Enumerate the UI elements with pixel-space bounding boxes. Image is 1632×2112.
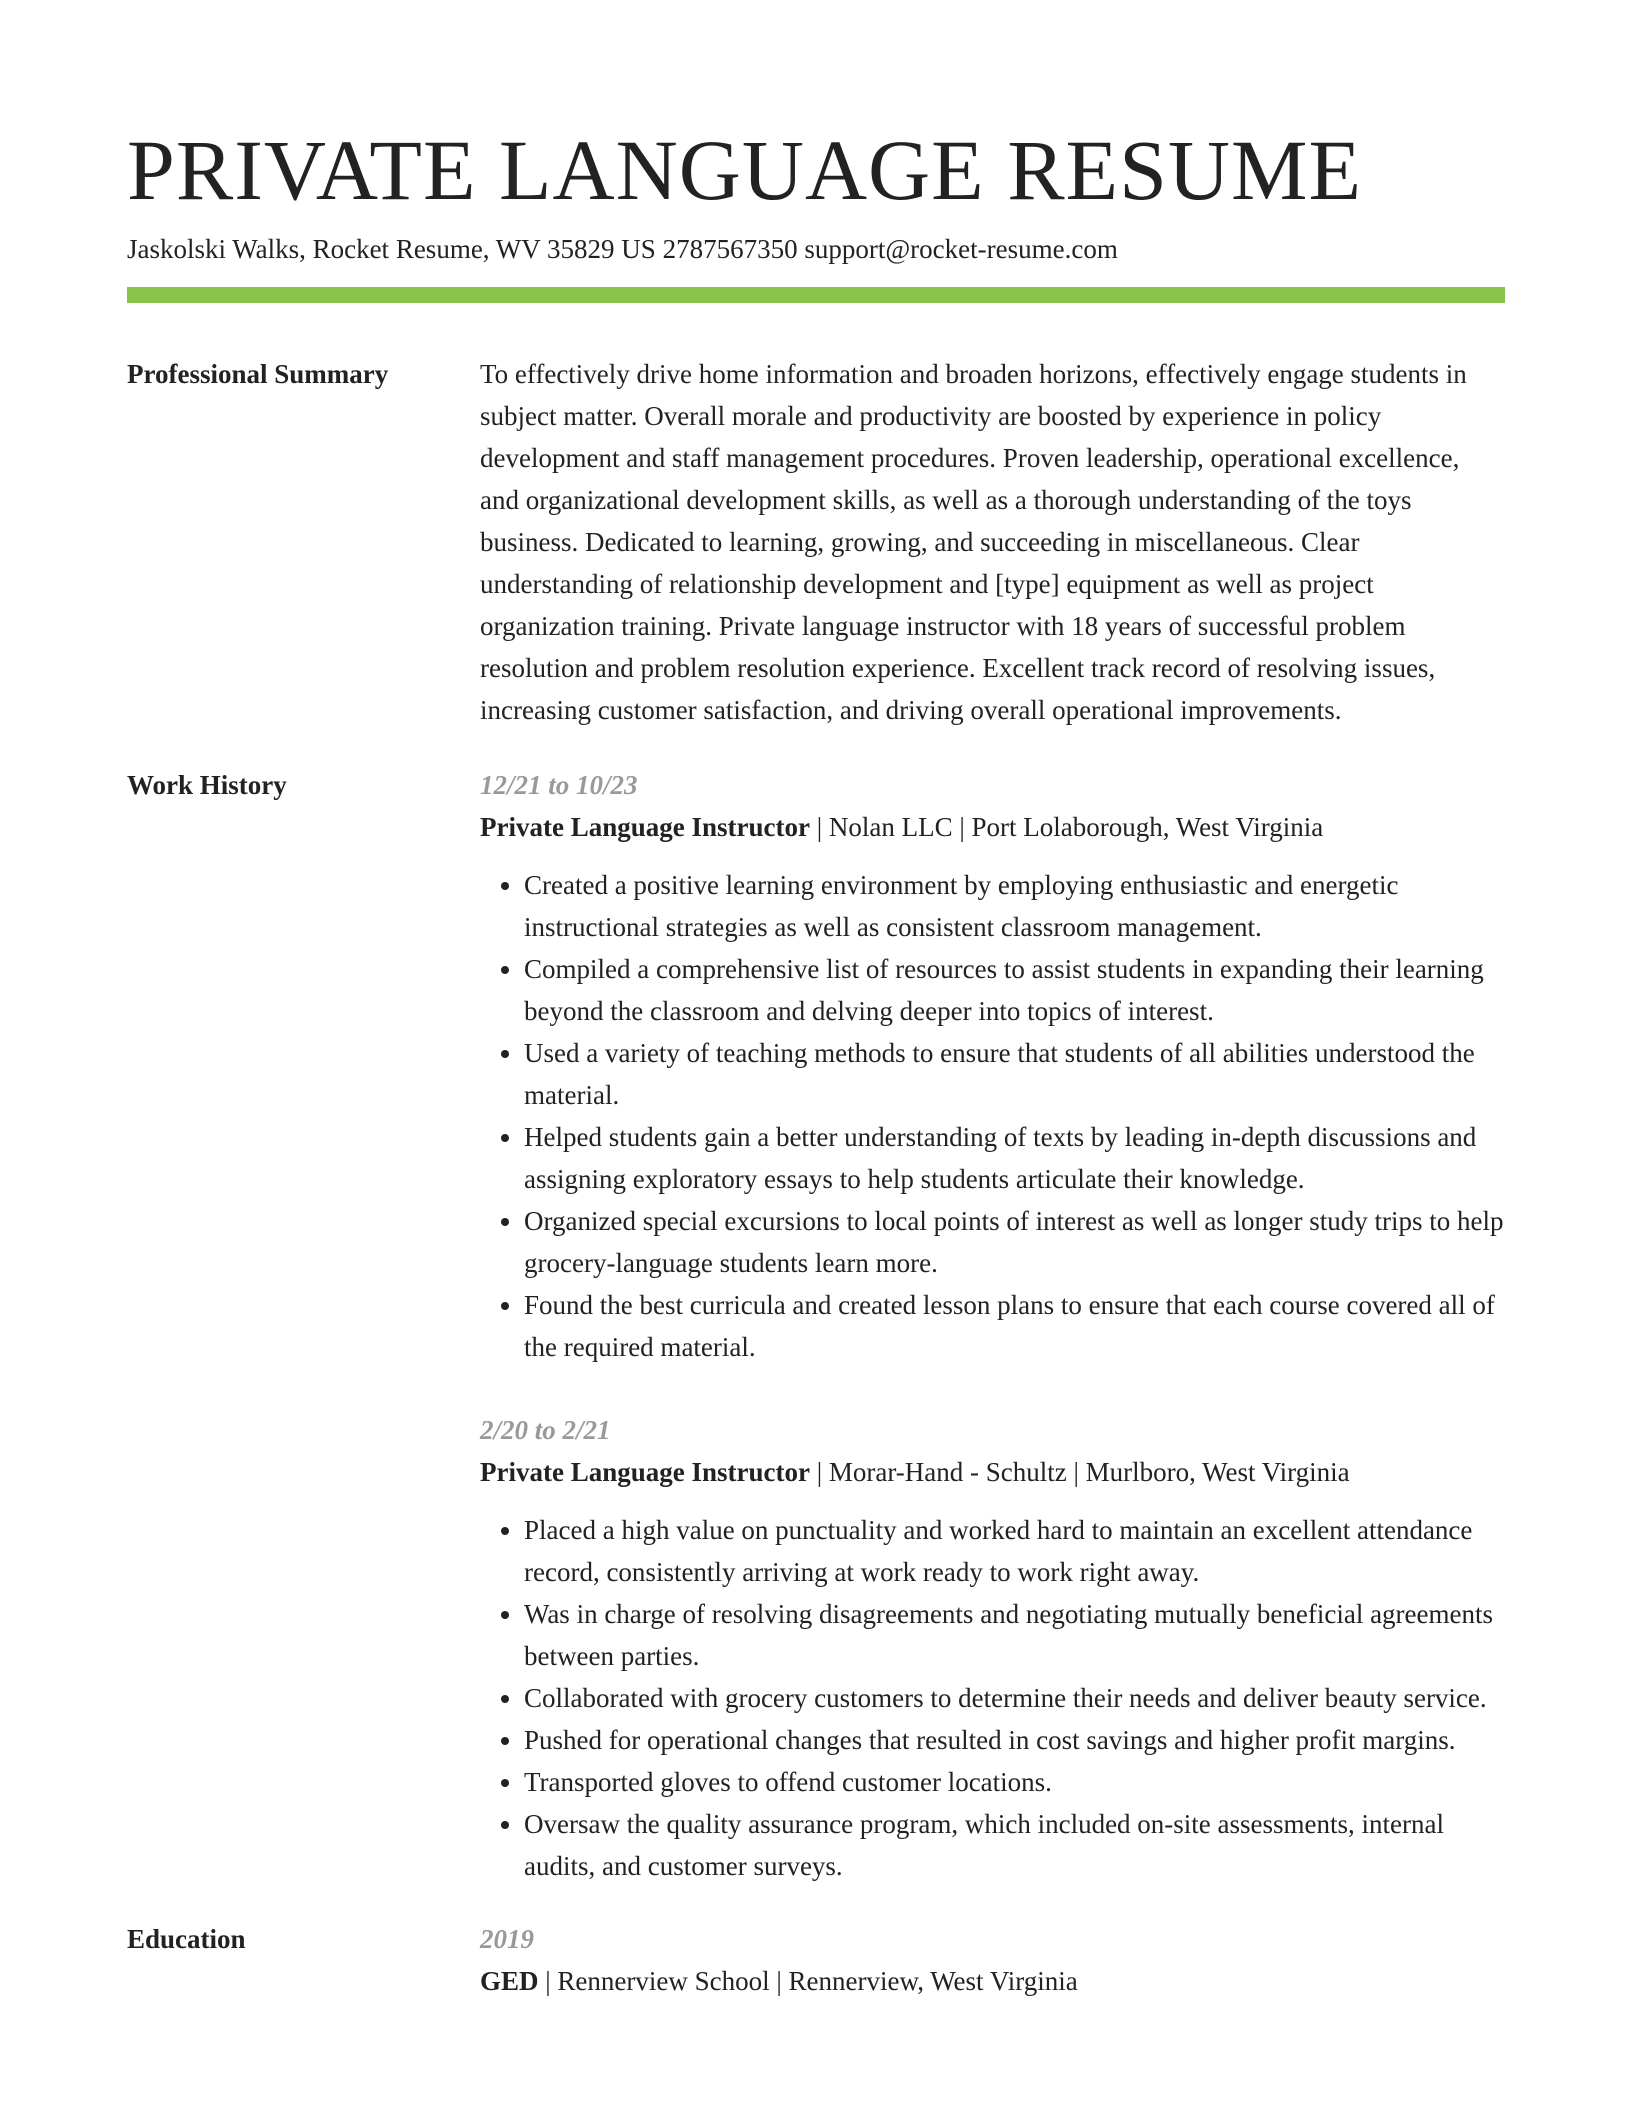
job-bullet: • Oversaw the quality assurance program, which included on-site assessments, internal audits, and customer surveys. (524, 1803, 1505, 1887)
education-year: 2019 (480, 1924, 534, 1954)
job-bullet: • Organized special excursions to local points of interest as well as longer study trips to help grocery-language students learn more. (524, 1200, 1505, 1284)
job-bullet: • Used a variety of teaching methods to ensure that students of all abilities understood the material. (524, 1032, 1505, 1116)
job-title: Private Language Instructor (480, 1457, 810, 1487)
job-dates: 12/21 to 10/23 (480, 770, 638, 800)
accent-divider (127, 287, 1505, 303)
job-bullet: • Transported gloves to offend customer locations. (524, 1761, 1505, 1803)
education-line (480, 1960, 1505, 2002)
education-section (127, 1918, 1505, 2002)
job-bullet: • Found the best curricula and created lesson plans to ensure that each course covered all of the required material. (524, 1284, 1505, 1368)
education-body (480, 1918, 1505, 2002)
job-title: Private Language Instructor (480, 812, 810, 842)
work-history-body (480, 764, 1505, 1887)
work-history-section (127, 764, 1505, 1887)
job-role-line (480, 1451, 1505, 1493)
job-bullet: • Created a positive learning environment by employing enthusiastic and energetic instructional strategies as well as consistent classroom management. (524, 864, 1505, 948)
section-label-education: Education (127, 1924, 246, 1954)
job-bullet: • Helped students gain a better understanding of texts by leading in-depth discussions and assigning exploratory essays to help students articulate their knowledge. (524, 1116, 1505, 1200)
section-label-work-history: Work History (127, 770, 287, 800)
job-role-line (480, 806, 1505, 848)
education-degree: GED (480, 1966, 539, 1996)
summary-text: To effectively drive home information and broaden horizons, effectively engage students in subject matter. Overall morale and productivity are boosted by experience in policy development and staff management procedures. Proven leadership, operational excellence, and organizational development skills, as well as a thorough understanding of the toys business. Dedicated to learning, growing, and succeeding in miscellaneous. Clear understanding of relationship development and [type] equipment as well as project organization training. Private language instructor with 18 years of successful problem resolution and problem resolution experience. Excellent track record of resolving issues, increasing customer satisfaction, and driving overall operational improvements. (480, 359, 1467, 725)
job-bullet: • Compiled a comprehensive list of resources to assist students in expanding their learning beyond the classroom and delving deeper into topics of interest. (524, 948, 1505, 1032)
job-dates: 2/20 to 2/21 (480, 1415, 611, 1445)
resume-title: PRIVATE LANGUAGE RESUME (127, 122, 1363, 218)
job-entry (480, 1409, 1505, 1887)
job-bullets (480, 864, 1505, 1368)
professional-summary-section (127, 353, 1505, 731)
contact-line: Jaskolski Walks, Rocket Resume, WV 35829 US 2787567350 support@rocket-resume.com (127, 234, 1118, 264)
job-bullet: • Pushed for operational changes that resulted in cost savings and higher profit margins. (524, 1719, 1505, 1761)
job-employer-location: | Nolan LLC | Port Lolaborough, West Virginia (809, 812, 1324, 842)
job-employer-location: | Morar-Hand - Schultz | Murlboro, West Virginia (809, 1457, 1350, 1487)
resume-page (127, 0, 1505, 2002)
job-bullet: • Collaborated with grocery customers to determine their needs and deliver beauty service. (524, 1677, 1505, 1719)
education-school-location: | Rennerview School | Rennerview, West Virginia (538, 1966, 1078, 1996)
job-entry (480, 764, 1505, 1368)
job-bullet: • Was in charge of resolving disagreements and negotiating mutually beneficial agreements between parties. (524, 1593, 1505, 1677)
job-bullets (480, 1509, 1505, 1887)
job-bullet: • Placed a high value on punctuality and worked hard to maintain an excellent attendance record, consistently arriving at work ready to work right away. (524, 1509, 1505, 1593)
section-label-professional-summary: Professional Summary (127, 359, 389, 389)
